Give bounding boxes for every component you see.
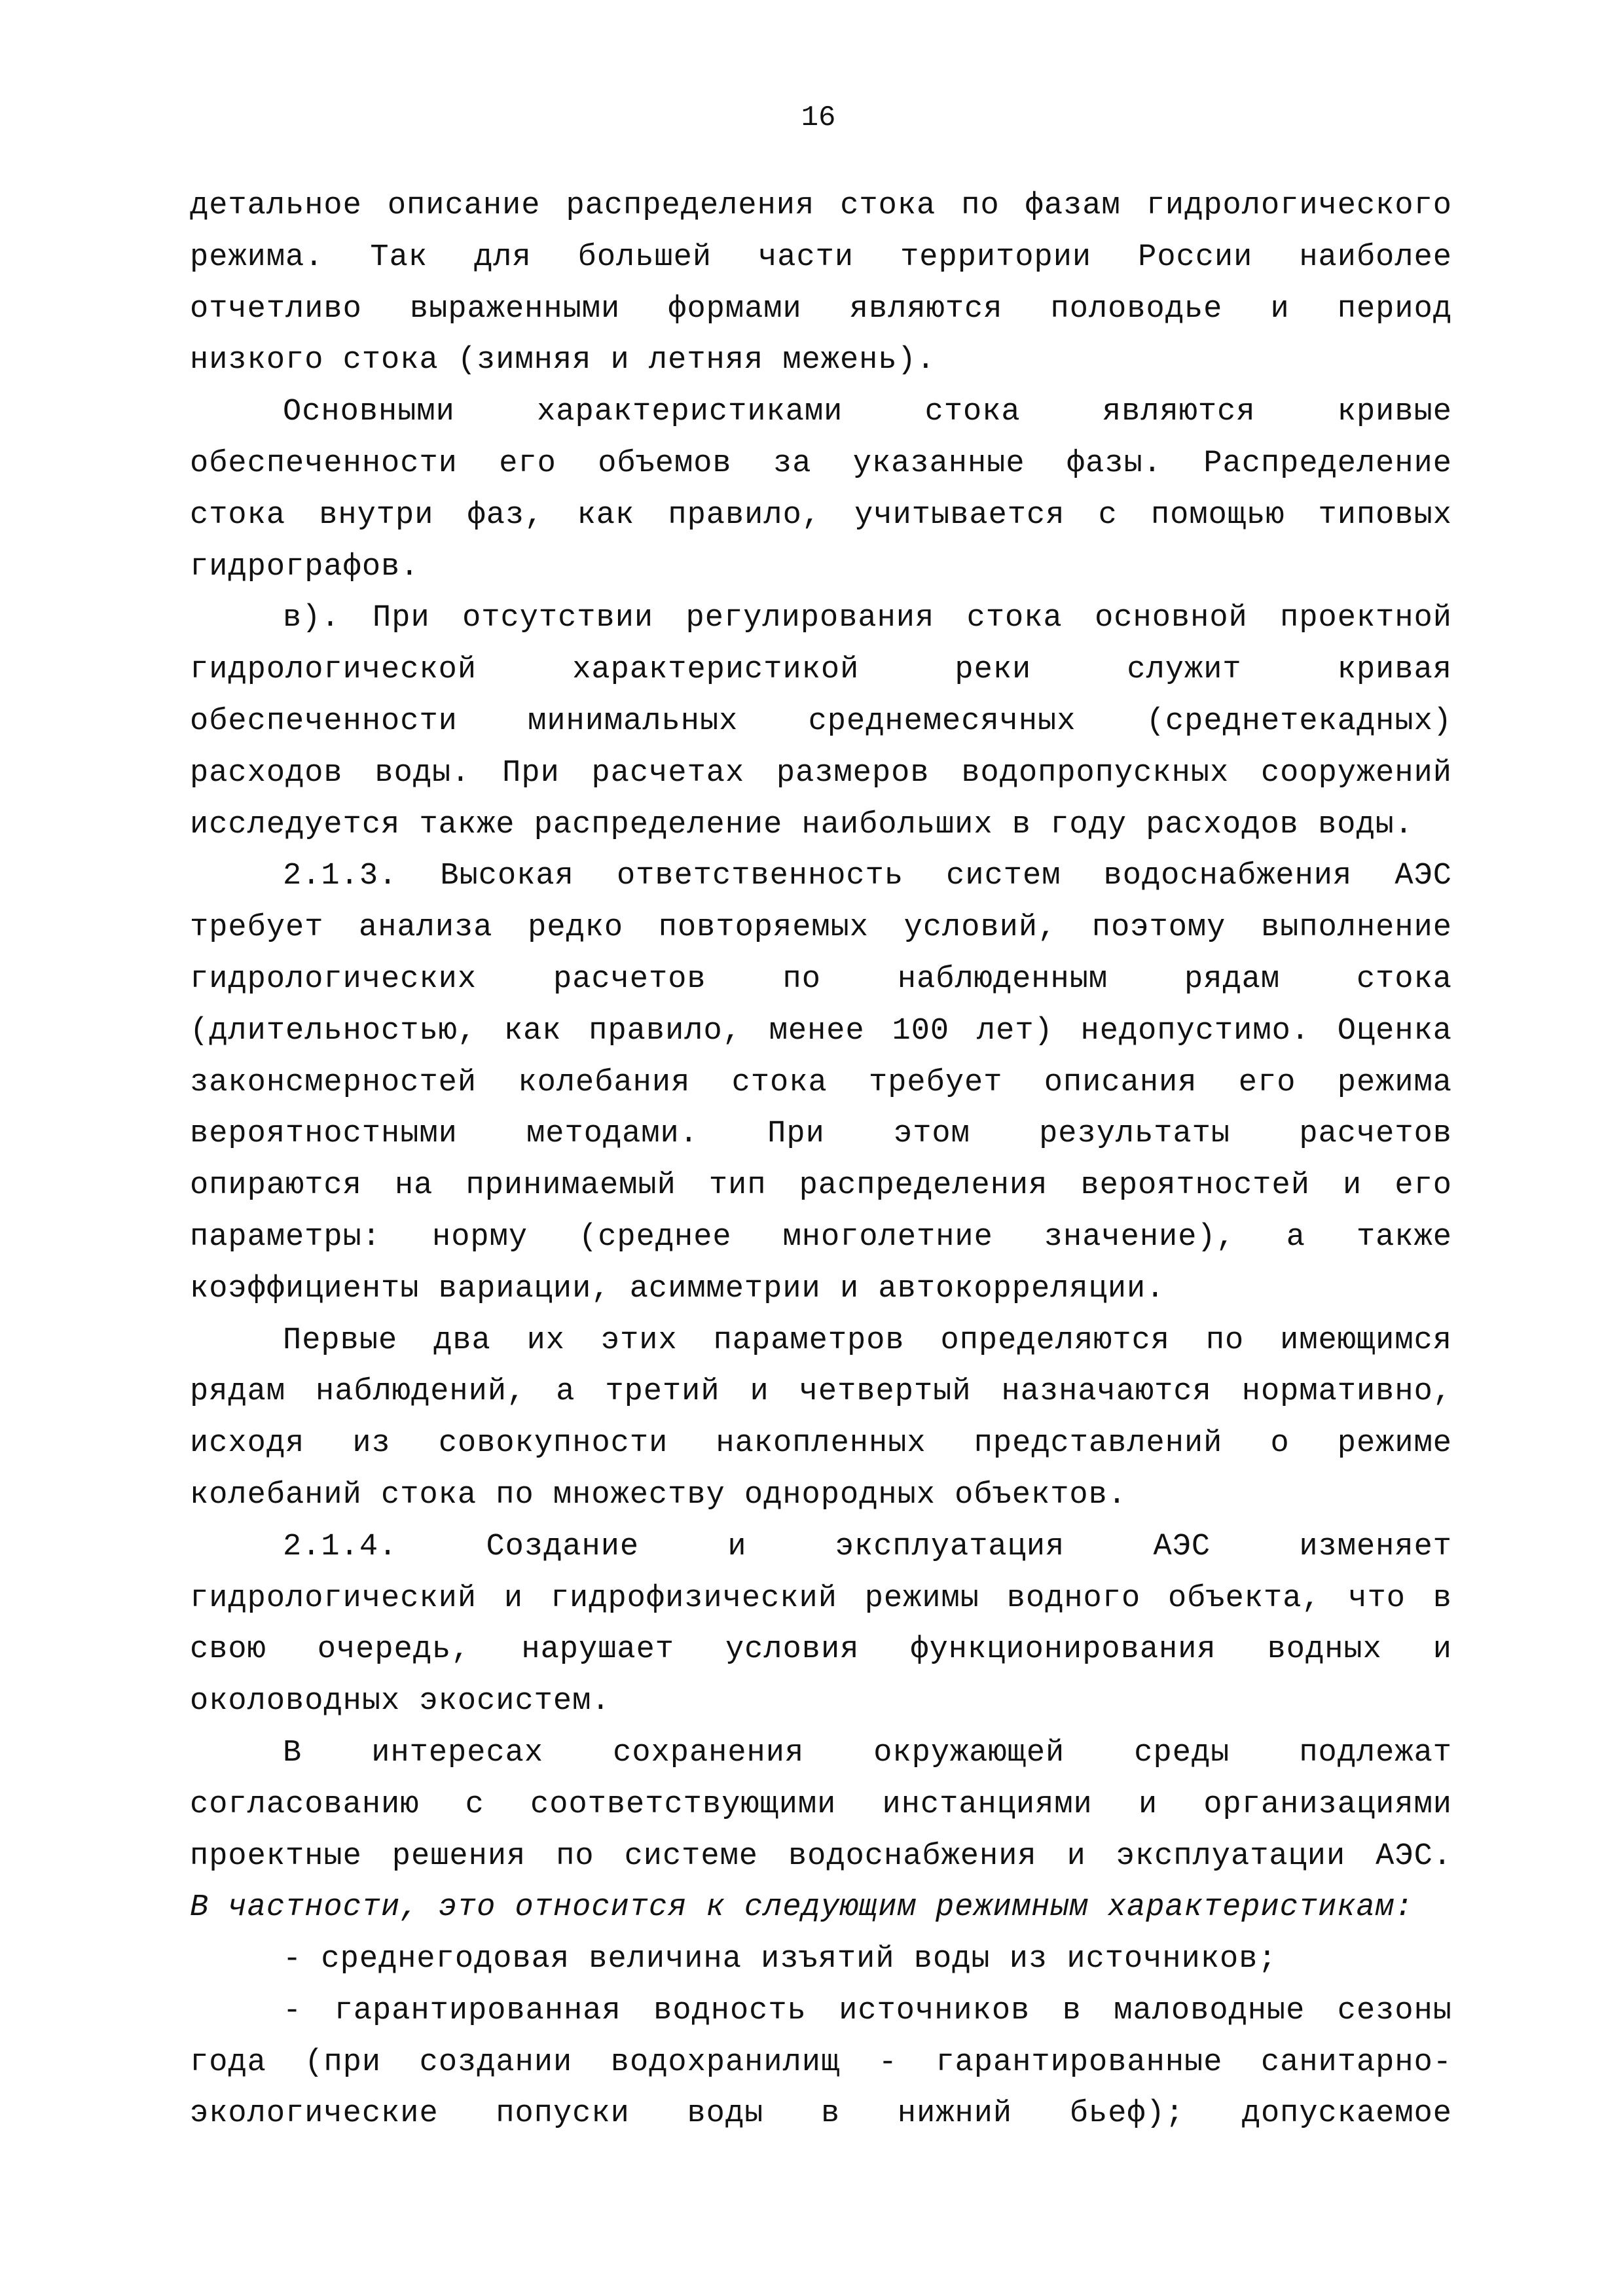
text-line: рядам наблюдений, а третий и четвертый назначаются нормативно,	[190, 1374, 1452, 1410]
text-line: согласованию с соответствующими инстанциями и организациями	[190, 1787, 1452, 1822]
text-line: стока внутри фаз, как правило, учитывается с помощью типовых	[190, 497, 1452, 533]
text-line: гидрографов.	[190, 549, 420, 584]
document-body	[190, 181, 1452, 2140]
text-line: в). При отсутствии регулирования стока основной проектной	[283, 601, 1452, 636]
text-line: законсмерностей колебания стока требует описания его режима	[190, 1065, 1452, 1100]
section-heading-line: 2.1.3. Высокая ответственность систем водоснабжения АЭС	[283, 859, 1452, 894]
text-line: вероятностными методами. При этом результаты расчетов	[190, 1117, 1452, 1152]
text-line: Первые два их этих параметров определяются по имеющимся	[283, 1323, 1452, 1358]
text-line: В интересах сохранения окружающей среды подлежат	[283, 1735, 1452, 1770]
text-line: требует анализа редко повторяемых условий, поэтому выполнение	[190, 910, 1452, 946]
text-line: исследуется также распределение наибольших в году расходов воды.	[190, 807, 1414, 842]
text-line: свою очередь, нарушает условия функционирования водных и	[190, 1632, 1452, 1668]
text-line: исходя из совокупности накопленных представлений о режиме	[190, 1426, 1452, 1462]
text-line: обеспеченности его объемов за указанные фазы. Распределение	[190, 446, 1452, 481]
text-line: гидрологической характеристикой реки служит кривая	[190, 653, 1452, 688]
text-line: околоводных экосистем.	[190, 1684, 611, 1719]
text-line: проектные решения по системе водоснабжения и эксплуатации АЭС.	[190, 1839, 1452, 1874]
text-line: расходов воды. При расчетах размеров водопропускных сооружений	[190, 755, 1452, 791]
text-line: режима. Так для большей части территории России наиболее	[190, 240, 1452, 275]
text-line: Основными характеристиками стока являются кривые	[283, 395, 1452, 430]
text-line: коэффициенты вариации, асимметрии и автокорреляции.	[190, 1271, 1165, 1306]
text-line: обеспеченности минимальных среднемесячных (среднетекадных)	[190, 704, 1452, 739]
text-line: колебаний стока по множеству однородных объектов.	[190, 1477, 1127, 1513]
list-item: - гарантированная водность источников в маловодные сезоны	[283, 1993, 1452, 2028]
page-number: 16	[801, 101, 836, 134]
text-line: В частности, это относится к следующим режимным характеристикам:	[190, 1890, 1414, 1926]
text-line: детальное описание распределения стока по фазам гидрологического	[190, 188, 1452, 223]
text-line: отчетливо выраженными формами являются половодье и период	[190, 291, 1452, 327]
text-line: (длительностью, как правило, менее 100 лет) недопустимо. Оценка	[190, 1013, 1452, 1049]
text-line: низкого стока (зимняя и летняя межень).	[190, 343, 936, 378]
text-line: параметры: норму (среднее многолетние значение), а также	[190, 1219, 1452, 1255]
text-line: гидрологических расчетов по наблюденным рядам стока	[190, 961, 1452, 997]
list-item: - среднегодовая величина изъятий воды из источников;	[283, 1942, 1277, 1977]
text-line: гидрологический и гидрофизический режимы водного объекта, что в	[190, 1581, 1452, 1616]
text-line: экологические попуски воды в нижний бьеф); допускаемое	[190, 2096, 1452, 2132]
section-heading-line: 2.1.4. Создание и эксплуатация АЭС изменяет	[283, 1529, 1452, 1564]
text-line: года (при создании водохранилищ - гарантированные санитарно-	[190, 2045, 1452, 2080]
text-line: опираются на принимаемый тип распределения вероятностей и его	[190, 1168, 1452, 1204]
